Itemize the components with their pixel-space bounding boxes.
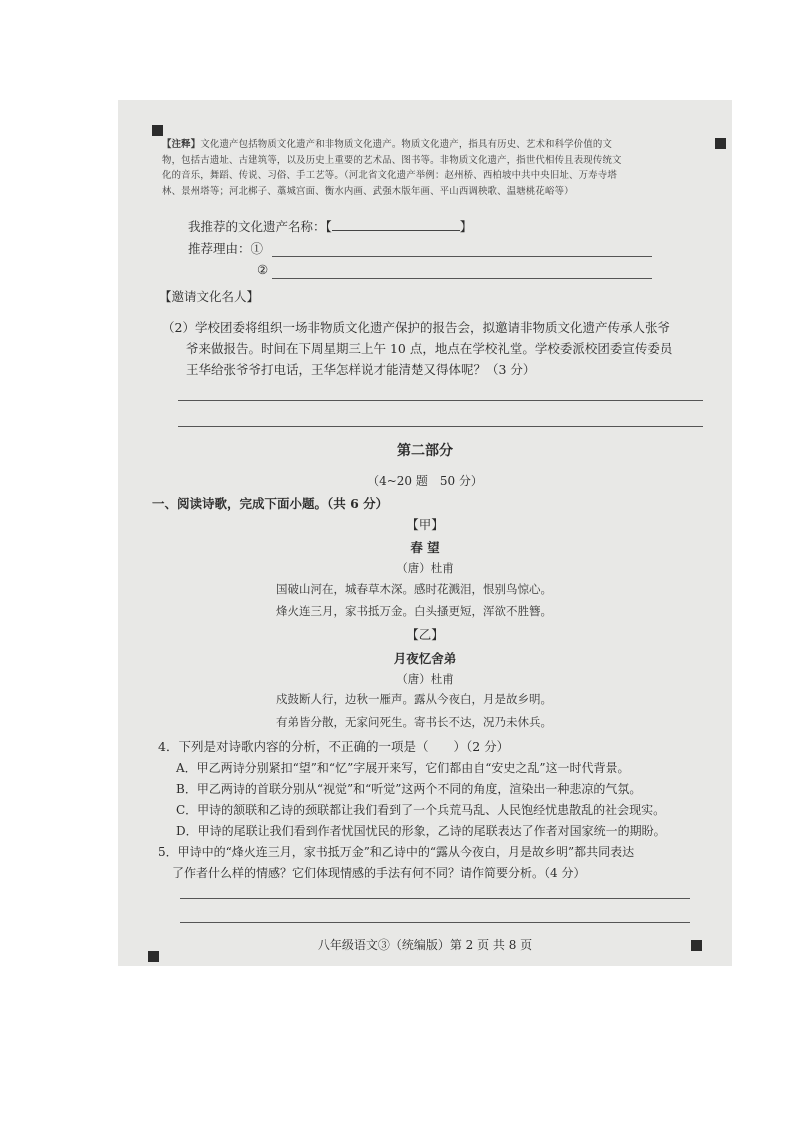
note-label: 【注释】 bbox=[162, 139, 201, 150]
invite-q-line: 王华给张爷爷打电话，王华怎样说才能清楚又得体呢？（3 分） bbox=[186, 362, 536, 377]
recommend-reason-label: 推荐理由：① bbox=[188, 241, 264, 256]
poem-jia-author: （唐）杜甫 bbox=[396, 561, 454, 575]
poem-yi-tag: 【乙】 bbox=[406, 627, 444, 642]
poem-yi-line: 戍鼓断人行，边秋一雁声。露从今夜白，月是故乡明。 bbox=[276, 692, 552, 706]
part-two-subtitle: （4~20 题 50 分） bbox=[367, 474, 483, 488]
corner-mark-top-left bbox=[152, 125, 163, 136]
question-5-answer-line-2[interactable] bbox=[180, 922, 690, 923]
invite-answer-line-1[interactable] bbox=[178, 400, 703, 401]
recommend-name-close: 】 bbox=[459, 219, 473, 234]
poem-jia-line: 烽火连三月，家书抵万金。白头搔更短，浑欲不胜簪。 bbox=[276, 604, 552, 618]
poem-yi-title: 月夜忆舍弟 bbox=[393, 651, 457, 666]
recommend-reason-two: ② bbox=[257, 262, 269, 277]
reason-two-answer-line[interactable] bbox=[272, 278, 652, 279]
note-block bbox=[162, 137, 622, 199]
section-one-heading: 一、阅读诗歌，完成下面小题。（共 6 分） bbox=[152, 496, 389, 511]
part-two-title: 第二部分 bbox=[397, 443, 453, 459]
question-4-option-b[interactable]: B．甲乙两诗的首联分别从“视觉”和“听觉”这两个不同的角度，渲染出一种悲凉的气氛。 bbox=[176, 782, 642, 796]
question-4-option-d[interactable]: D．甲诗的尾联让我们看到作者忧国忧民的形象，乙诗的尾联表达了作者对国家统一的期盼。 bbox=[176, 824, 666, 838]
invite-q-line: 爷来做报告。时间在下周星期三上午 10 点，地点在学校礼堂。学校委派校团委宣传委员 bbox=[186, 341, 673, 356]
question-5-answer-line-1[interactable] bbox=[180, 898, 690, 899]
corner-mark-top-right bbox=[715, 138, 726, 149]
question-4-stem: 4．下列是对诗歌内容的分析，不正确的一项是（ ）（2 分） bbox=[158, 739, 510, 754]
recommend-name-row bbox=[188, 217, 472, 235]
invite-q-line: （2）学校团委将组织一场非物质文化遗产保护的报告会，拟邀请非物质文化遗产传承人张爷 bbox=[162, 320, 670, 335]
poem-jia-line: 国破山河在，城春草木深。感时花溅泪，恨别鸟惊心。 bbox=[276, 582, 552, 596]
invite-question bbox=[162, 317, 672, 380]
question-5-text bbox=[158, 842, 634, 884]
poem-jia-tag: 【甲】 bbox=[406, 517, 444, 532]
question-4-option-c[interactable]: C．甲诗的颔联和乙诗的颈联都让我们看到了一个兵荒马乱、人民饱经忧患散乱的社会现实。 bbox=[176, 803, 666, 817]
question-4-option-a[interactable]: A．甲乙两诗分别紧扣“望”和“忆”字展开来写，它们都由自“安史之乱”这一时代背景。 bbox=[176, 761, 630, 775]
corner-mark-bottom-right bbox=[691, 940, 702, 951]
note-line: 化的音乐，舞蹈、传说、习俗、手工艺等。（河北省文化遗产举例：赵州桥、西柏坡中共中央旧址、万寿寺塔 bbox=[162, 170, 617, 181]
poem-yi-line: 有弟皆分散，无家问死生。寄书长不达，况乃未休兵。 bbox=[276, 715, 552, 729]
question-5-line: 5．甲诗中的“烽火连三月，家书抵万金”和乙诗中的“露从今夜白，月是故乡明”都共同表达 bbox=[158, 845, 635, 859]
poem-jia-title: 春 望 bbox=[410, 540, 440, 555]
poem-yi-author: （唐）杜甫 bbox=[396, 672, 454, 686]
recommend-name-blank[interactable] bbox=[332, 218, 460, 231]
page-footer: 八年级语文③（统编版）第 2 页 共 8 页 bbox=[317, 938, 533, 952]
note-line: 林、景州塔等；河北梆子、藁城宫面、衡水内画、武强木版年画、平山西调秧歌、温塘桃花峪等） bbox=[162, 185, 574, 197]
recommend-name-prompt: 我推荐的文化遗产名称：【 bbox=[188, 219, 332, 234]
reason-one-answer-line[interactable] bbox=[272, 256, 652, 257]
question-5-line: 了作者什么样的情感？它们体现情感的手法有何不同？请作简要分析。（4 分） bbox=[172, 866, 586, 880]
invite-answer-line-2[interactable] bbox=[178, 426, 703, 427]
invite-heading: 【邀请文化名人】 bbox=[159, 289, 260, 304]
corner-mark-bottom-left bbox=[148, 951, 159, 962]
note-line: 文化遗产包括物质文化遗产和非物质文化遗产。物质文化遗产，指具有历史、艺术和科学价值的文 bbox=[200, 139, 613, 150]
exam-page bbox=[118, 100, 732, 966]
note-line: 物，包括古遗址、古建筑等，以及历史上重要的艺术品、图书等。非物质文化遗产，指世代相传且表现传统文 bbox=[162, 154, 622, 166]
question-4-options bbox=[176, 758, 666, 842]
